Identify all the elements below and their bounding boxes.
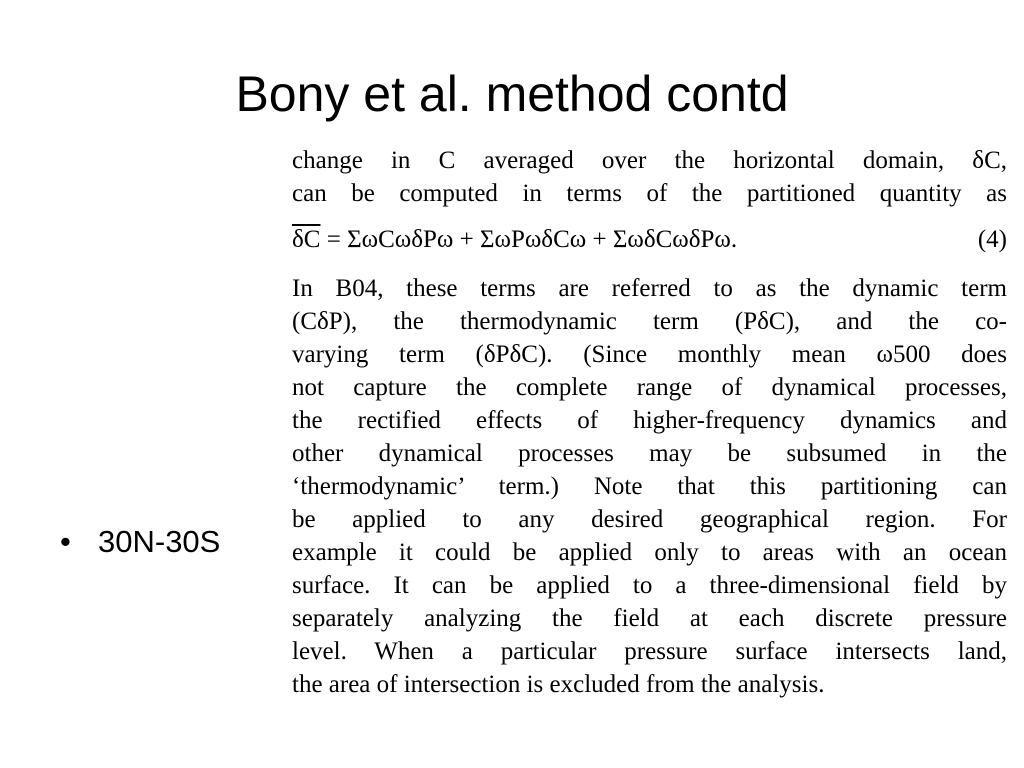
- excerpt-body-line: varying term (δPδC). (Since monthly mean ω500 does: [292, 341, 1007, 368]
- bullet-item: [60, 520, 220, 564]
- slide-title: Bony et al. method contd: [235, 66, 789, 122]
- excerpt-body-line: ‘thermodynamic’ term.) Note that this partitioning can: [292, 473, 1007, 500]
- excerpt-body-line: separately analyzing the field at each discrete pressure: [292, 605, 1007, 632]
- equation-number: (4): [977, 226, 1007, 253]
- excerpt-body-line: level. When a particular pressure surface intersects land,: [292, 638, 1007, 665]
- excerpt-body-line: the area of intersection is excluded from the analysis.: [292, 671, 825, 698]
- equation-lhs: $\overline{\delta C}$: [292, 226, 321, 253]
- excerpt-body-line: surface. It can be applied to a three-dimensional field by: [292, 572, 1007, 599]
- excerpt-body-line: (CδP), the thermodynamic term (PδC), and the co-: [292, 308, 1007, 335]
- bullet-text: 30N-30S: [98, 524, 221, 559]
- paper-excerpt-image: [292, 144, 1007, 701]
- excerpt-intro-line: change in C averaged over the horizontal domain, δC,: [292, 147, 1007, 174]
- excerpt-intro-line: can be computed in terms of the partitioned quantity as: [292, 180, 1007, 207]
- excerpt-intro: [292, 144, 1007, 210]
- equation-4: [292, 220, 1007, 260]
- excerpt-body-line: not capture the complete range of dynamical processes,: [292, 374, 1007, 401]
- excerpt-body-line: be applied to any desired geographical region. For: [292, 506, 1007, 533]
- excerpt-body-line: the rectified effects of higher-frequency dynamics and: [292, 407, 1007, 434]
- equation-rhs: = ΣωCωδPω + ΣωPωδCω + ΣωδCωδPω.: [326, 226, 738, 253]
- bullet-marker: •: [60, 524, 71, 559]
- excerpt-body-line: other dynamical processes may be subsumed in the: [292, 440, 1007, 467]
- excerpt-body-line: example it could be applied only to areas with an ocean: [292, 539, 1007, 566]
- excerpt-body: [292, 272, 1007, 701]
- excerpt-body-line: In B04, these terms are referred to as the dynamic term: [292, 275, 1007, 302]
